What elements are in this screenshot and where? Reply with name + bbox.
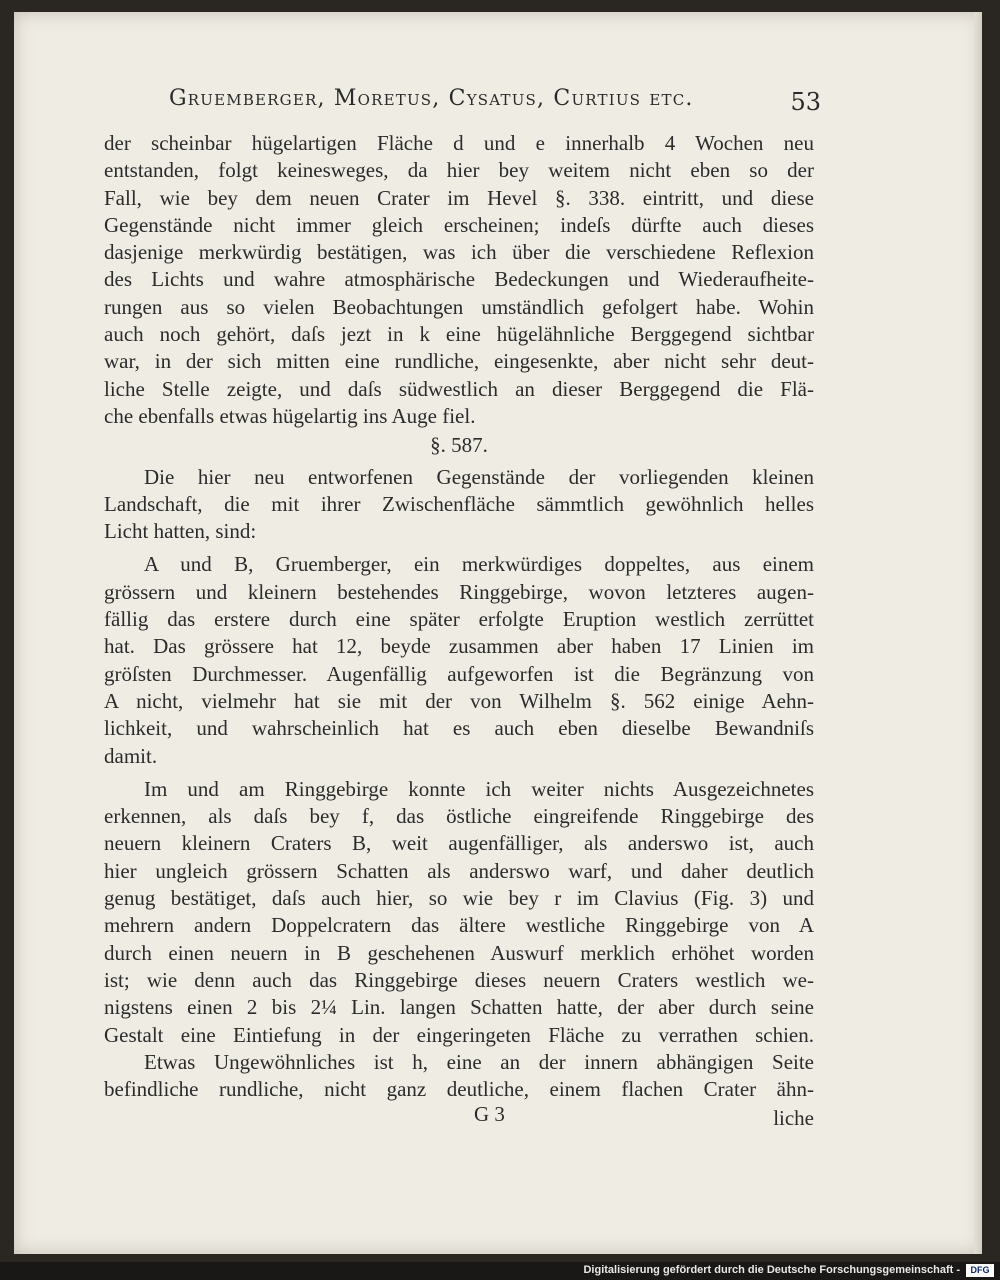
dfg-credit-bar [0,1262,1000,1280]
text-line: rungen aus so vielen Beobachtungen umständlich gefolgert habe. Wohin [104,294,814,319]
text-line: nigstens einen 2 bis 2¼ Lin. langen Schatten hatte, der aber durch seine [104,995,814,1020]
text-line: mehrern andern Doppelcratern das ältere westliche Ringgebirge von A [104,913,814,938]
page-footer [104,1102,814,1134]
text-line: liche Stelle zeigte, und daſs südwestlich an dieser Berggegend die Flä- [104,376,814,401]
text-line: Etwas Ungewöhnliches ist h, eine an der innern abhängigen Seite [144,1049,814,1074]
section-heading: §. 587. [430,433,488,458]
text-line: hier ungleich grössern Schatten als anderswo warf, und daher deutlich [104,858,814,883]
text-line: hat. Das grössere hat 12, beyde zusammen aber haben 17 Linien im [104,634,814,659]
text-line: dasjenige merkwürdig bestätigen, was ich über die verschiedene Reflexion [104,240,814,265]
catchword: liche [773,1106,814,1130]
text-line: des Lichts und wahre atmosphärische Bedeckungen und Wiederaufheite- [104,267,814,292]
text-line: durch einen neuern in B geschehenen Auswurf merklich erhöhet worden [104,940,814,965]
text-line: war, in der sich mitten eine rundliche, eingesenkte, aber nicht sehr deut- [104,349,814,374]
paragraph-3 [104,551,814,769]
text-line: fällig das erstere durch eine später erfolgte Eruption westlich zerrüttet [104,607,814,632]
text-line: grössern und kleinern bestehendes Ringgebirge, wovon letzteres augen- [104,579,814,604]
paragraph-2 [104,464,814,546]
text-line: A und B, Gruemberger, ein merkwürdiges doppeltes, aus einem [144,552,814,577]
text-line: lichkeit, und wahrscheinlich hat es auch eben dieselbe Bewandniſs [104,716,814,741]
dfg-credit-text: Digitalisierung gefördert durch die Deutsche Forschungsgemeinschaft - [583,1264,960,1276]
text-line: neuern kleinern Craters B, weit augenfälliger, als anderswo ist, auch [104,831,814,856]
text-line: erkennen, als daſs bey f, das östliche eingreifende Ringgebirge des [104,804,814,829]
paragraph-1 [104,130,814,430]
text-line: A nicht, vielmehr hat sie mit der von Wilhelm §. 562 einige Aehn- [104,688,814,713]
text-line: entstanden, folgt keinesweges, da hier bey weitem nicht eben so der [104,158,814,183]
text-line: Landschaft, die mit ihrer Zwischenfläche sämmtlich gewöhnlich helles [104,491,814,516]
page-number: 53 [790,88,821,116]
signature-mark: G 3 [474,1102,505,1126]
text-line: Die hier neu entworfenen Gegenstände der vorliegenden kleinen [144,464,814,489]
paragraph-5 [104,1049,814,1104]
header-title: Gruemberger, Moretus, Cysatus, Curtius etc. [169,86,694,111]
text-line: Im und am Ringgebirge konnte ich weiter nichts Ausgezeichnetes [144,776,814,801]
text-line: befindliche rundliche, nicht ganz deutliche, einem flachen Crater ähn- [104,1077,814,1102]
page-edge [974,12,982,1254]
text-line: ist; wie denn auch das Ringgebirge dieses neuern Craters westlich we- [104,967,814,992]
text-line: auch noch gehört, daſs jezt in k eine hügelähnliche Berggegend sichtbar [104,322,814,347]
book-page [14,12,982,1254]
text-line: genug bestätiget, daſs auch hier, so wie bey r im Clavius (Fig. 3) und [104,886,814,911]
paragraph-4 [104,776,814,1049]
text-line: che ebenfalls etwas hügelartig ins Auge fiel. [104,403,476,428]
text-line: der scheinbar hügelartigen Fläche d und e innerhalb 4 Wochen neu [104,131,814,155]
text-line: damit. [104,743,158,768]
body-text [104,130,814,1103]
dfg-logo: DFG [966,1264,994,1277]
text-line: gröſsten Durchmesser. Augenfällig aufgeworfen ist die Begränzung von [104,661,814,686]
text-line: Gegenstände nicht immer gleich erscheinen; indeſs dürfte auch dieses [104,212,814,237]
text-line: Licht hatten, sind: [104,519,257,544]
running-header [169,82,829,122]
text-line: Gestalt eine Eintiefung in der eingeringeten Fläche zu verrathen schien. [104,1022,814,1047]
text-line: Fall, wie bey dem neuen Crater im Hevel §. 338. eintritt, und diese [104,185,814,210]
